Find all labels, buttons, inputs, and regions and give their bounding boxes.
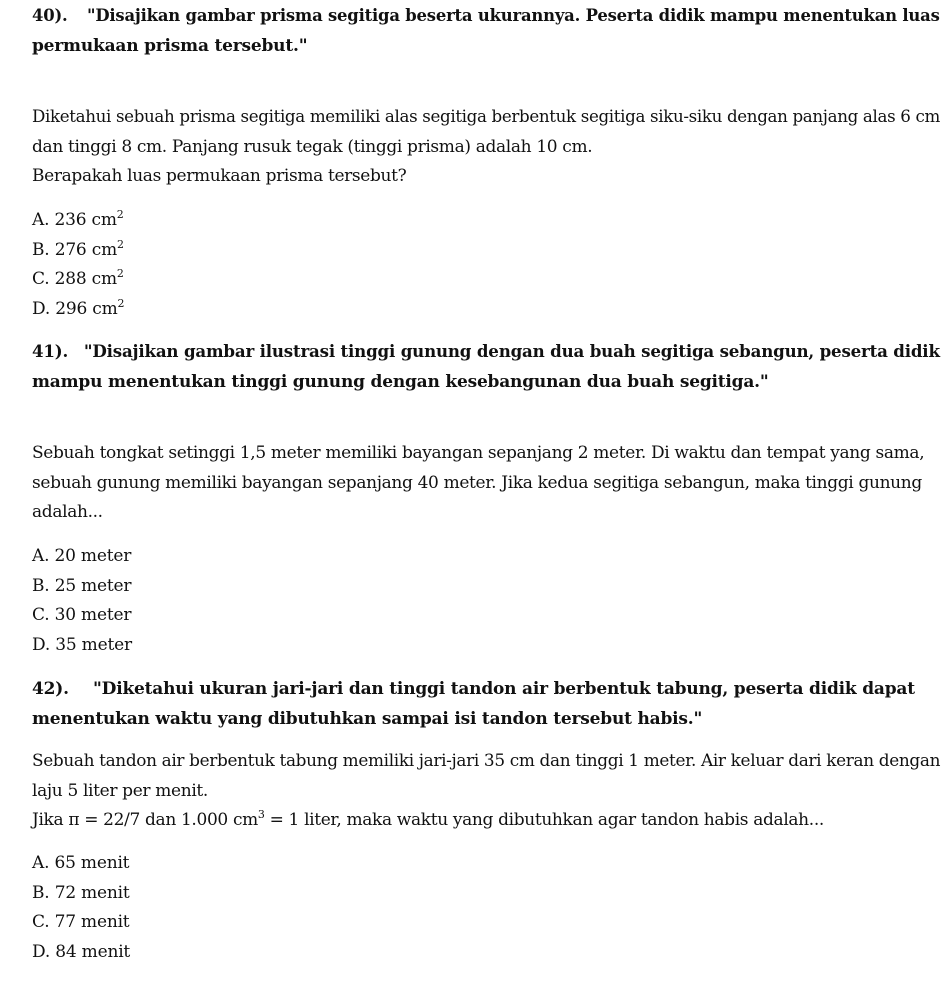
option-a[interactable]: A. 236 $cm^2$ <box>32 208 124 230</box>
question-number: 42). <box>32 679 69 699</box>
question-42-options <box>32 849 940 967</box>
body-line-formula: Jika π = 22/7 dan 1.000 $cm^3 = 1$ liter, maka waktu yang dibutuhkan agar tandon habis adalah... <box>32 808 824 830</box>
heading-line: permukaan prisma tersebut." <box>32 35 308 56</box>
heading-line: menentukan waktu yang dibutuhkan sampai isi tandon tersebut habis." <box>32 708 703 729</box>
body-line: Diketahui sebuah prisma segitiga memiliki alas segitiga berbentuk segitiga siku-siku dengan panjang alas 6 cm <box>32 107 940 127</box>
body-line: sebuah gunung memiliki bayangan sepanjang 40 meter. Jika kedua segitiga sebangun, maka tinggi gunung <box>32 472 922 493</box>
option-a[interactable]: A. 20 meter <box>32 546 132 566</box>
question-40-body <box>32 103 940 192</box>
body-line: dan tinggi 8 cm. Panjang rusuk tegak (tinggi prisma) adalah 10 cm. <box>32 136 593 157</box>
body-line: Berapakah luas permukaan prisma tersebut? <box>32 166 407 186</box>
option-c[interactable]: C. 288 $cm^2$ <box>32 267 124 289</box>
question-41-body <box>32 439 940 528</box>
body-line: adalah... <box>32 502 103 522</box>
question-40-heading <box>32 2 940 61</box>
option-b[interactable]: B. 276 $cm^2$ <box>32 237 124 260</box>
question-number: 41). <box>32 342 69 362</box>
question-41-heading <box>32 338 940 397</box>
body-line: Sebuah tandon air berbentuk tabung memiliki jari-jari 35 cm dan tinggi 1 meter. Air keluar dari keran dengan <box>32 751 941 771</box>
option-b[interactable]: B. 25 meter <box>32 575 132 596</box>
option-a[interactable]: A. 65 menit <box>32 853 130 873</box>
question-41-options <box>32 542 940 660</box>
option-d[interactable]: D. 84 menit <box>32 941 131 962</box>
option-b[interactable]: B. 72 menit <box>32 882 130 903</box>
heading-line: "Disajikan gambar prisma segitiga beserta ukurannya. Peserta didik mampu menentukan luas <box>86 6 940 26</box>
option-d[interactable]: D. 296 $cm^2$ <box>32 296 125 319</box>
question-42-body <box>32 747 940 836</box>
heading-line: "Diketahui ukuran jari-jari dan tinggi tandon air berbentuk tabung, peserta didik dapat <box>93 679 915 699</box>
option-d[interactable]: D. 35 meter <box>32 634 132 655</box>
heading-line: mampu menentukan tinggi gunung dengan kesebangunan dua buah segitiga." <box>32 371 769 392</box>
question-number: 40). <box>32 6 68 26</box>
body-line: Sebuah tongkat setinggi 1,5 meter memiliki bayangan sepanjang 2 meter. Di waktu dan tempat yang sama, <box>32 443 925 463</box>
body-line: laju 5 liter per menit. <box>32 780 208 801</box>
option-c[interactable]: C. 30 meter <box>32 605 132 625</box>
question-42-heading <box>32 675 940 734</box>
option-c[interactable]: C. 77 menit <box>32 912 130 932</box>
heading-line: "Disajikan gambar ilustrasi tinggi gunung dengan dua buah segitiga sebangun, peserta didik <box>83 342 940 362</box>
question-40-options <box>32 206 940 324</box>
